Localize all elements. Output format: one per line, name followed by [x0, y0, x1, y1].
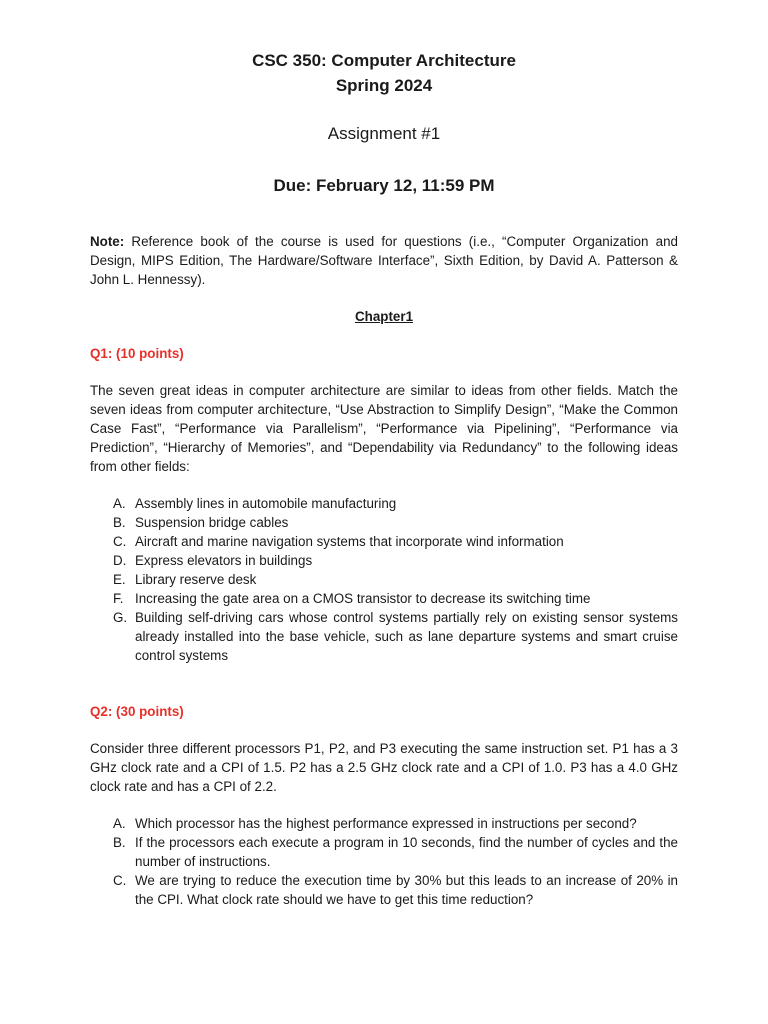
list-item-text: We are trying to reduce the execution time by 30% but this leads to an increase of 20% in the CPI. What clock rate should we have to get this time reduction? — [135, 873, 678, 907]
document-header — [90, 48, 678, 198]
list-item — [90, 833, 678, 871]
list-item — [90, 532, 678, 551]
list-item-text: Library reserve desk — [135, 572, 257, 587]
reference-note — [90, 232, 678, 289]
list-marker: E. — [113, 572, 126, 587]
list-item — [90, 513, 678, 532]
list-item — [90, 871, 678, 909]
list-marker: D. — [113, 553, 127, 568]
list-item-text: Suspension bridge cables — [135, 515, 289, 530]
list-marker: C. — [113, 534, 127, 549]
note-label: Note: — [90, 234, 125, 249]
list-item-text: Express elevators in buildings — [135, 553, 313, 568]
list-item-text: Building self-driving cars whose control systems partially rely on existing sensor systems already installed into the base vehicle, such as lane departure systems and smart cruise control systems — [135, 610, 678, 663]
list-item-text: Which processor has the highest performance expressed in instructions per second? — [135, 816, 637, 831]
list-item — [90, 608, 678, 665]
list-item — [90, 570, 678, 589]
note-text: Reference book of the course is used for questions (i.e., “Computer Organization and Design, MIPS Edition, The Hardware/Software Interface”, Sixth Edition, by David A. Patterson & John L. Hennessy). — [90, 234, 678, 287]
list-item-text: If the processors each execute a program in 10 seconds, find the number of cycles and the number of instructions. — [135, 835, 678, 869]
list-item — [90, 589, 678, 608]
course-title: CSC 350: Computer Architecture — [252, 51, 516, 70]
q1-heading: Q1: (10 points) — [90, 346, 184, 361]
list-item — [90, 814, 678, 833]
list-marker: G. — [113, 610, 128, 625]
list-marker: F. — [113, 591, 124, 606]
assignment-title: Assignment #1 — [327, 124, 441, 143]
q1-text: The seven great ideas in computer architecture are similar to ideas from other fields. Match the seven ideas from computer architecture, “Use Abstraction to Simplify Design”, “Make the Common Case Fast”, “Performance via Parallelism”, “Performance via Pipelining”, “Performance via Prediction”, “Hierarchy of Memories”, and “Dependability via Redundancy” to the following ideas from other fields: — [90, 383, 678, 474]
chapter-heading: Chapter1 — [354, 309, 414, 324]
list-item — [90, 551, 678, 570]
q1-list — [90, 494, 678, 665]
q2-heading: Q2: (30 points) — [90, 704, 184, 719]
due-date: Due: February 12, 11:59 PM — [273, 176, 495, 195]
q2-list — [90, 814, 678, 909]
list-marker: A. — [113, 816, 126, 831]
list-marker: B. — [113, 515, 126, 530]
list-marker: C. — [113, 873, 127, 888]
list-item-text: Increasing the gate area on a CMOS transistor to decrease its switching time — [135, 591, 591, 606]
list-item-text: Assembly lines in automobile manufacturing — [135, 496, 397, 511]
term-title: Spring 2024 — [335, 76, 433, 95]
list-marker: A. — [113, 496, 126, 511]
document-page — [90, 48, 678, 909]
list-item — [90, 494, 678, 513]
list-marker: B. — [113, 835, 126, 850]
list-item-text: Aircraft and marine navigation systems that incorporate wind information — [135, 534, 564, 549]
q2-text: Consider three different processors P1, P2, and P3 executing the same instruction set. P1 has a 3 GHz clock rate and a CPI of 1.5. P2 has a 2.5 GHz clock rate and a CPI of 1.0. P3 has a 4.0 GHz clock rate and has a CPI of 2.2. — [90, 741, 678, 794]
